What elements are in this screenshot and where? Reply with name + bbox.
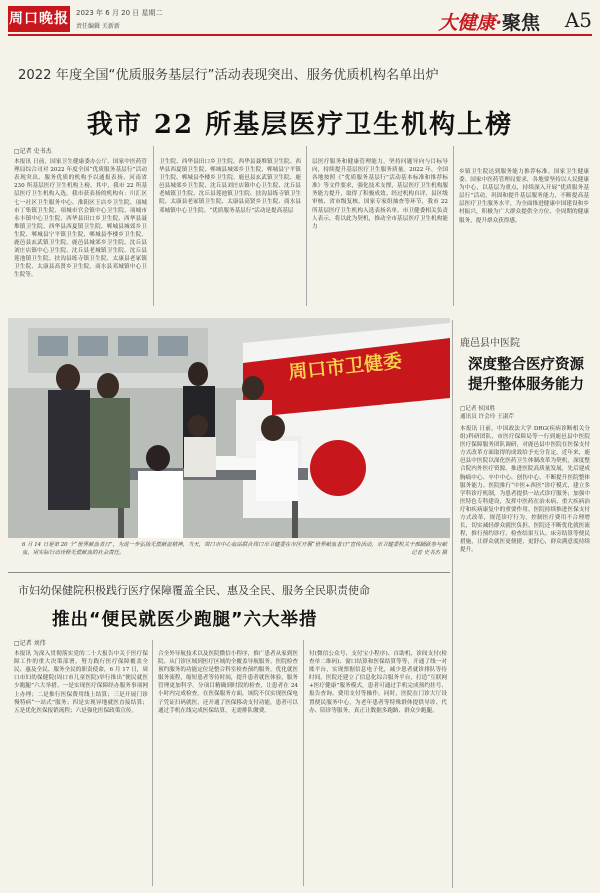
sidebar-byline-reporter: □记者 侯国胜 [460, 406, 496, 412]
newspaper-logo: 周口晚报 [8, 6, 70, 32]
second-story-col-1 [14, 640, 148, 886]
top-story-col-1 [14, 148, 147, 298]
sidebar-story [456, 318, 592, 888]
column-divider [152, 640, 153, 886]
masthead-rule [8, 34, 592, 36]
photo-credit: 记者 史书杰 摄 [411, 550, 447, 556]
sidebar-byline-correspondent: 通讯员 许会玲 王淑芹 [460, 414, 514, 420]
section-divider [8, 572, 450, 573]
news-photo [8, 318, 450, 538]
photo-caption [22, 541, 447, 557]
column-divider [153, 146, 154, 306]
top-story-kicker: 2022 年度全国“优质服务基层行”活动表现突出、服务优质机构名单出炉 [18, 68, 439, 83]
second-story-headline: 推出“便民就医少跑腿”六大举措 [52, 610, 318, 630]
photo-banner: 周口市卫健委 [287, 350, 404, 384]
masthead [8, 6, 592, 46]
top-story-col-1-text: 本报讯 日前，国家卫生健康委办公厅、国家中医药管理局综合司对 2022 年度全国“优质服务基层行”活动表现突出、服务优质的机构予以通报表扬，河南省 230 所基层医疗卫生机构上榜。其中，我市 22 所基层医疗卫生机构入选。我市获表扬的机构有：川汇区七一社区卫生服务中心、淮阳区王店乡卫生院、项城市丁集镇卫生院、项城市官会镇中心卫生院、项城市永丰镇中心卫生院、西华县田口乡卫生院、西华县聂堆镇卫生院、西华县西夏镇卫生院、郸城县城郊乡卫生院、郸城县宁平镇卫生院、郸城县李楼乡卫生院、鹿邑县玄武镇卫生院、鹿邑县城郊乡卫生院、沈丘县刘庄店镇中心卫生院、沈丘县老城镇卫生院、沈丘县莲池镇卫生院、扶沟县练寺镇卫生院、太康县老冢镇卫生院、太康县高贤乡卫生院、商水县邓城镇中心卫生院等。 [14, 159, 147, 279]
second-story-kicker: 市妇幼保健院积极践行医疗保障覆盖全民、惠及全民、服务全民职责使命 [18, 584, 370, 597]
top-story-col-2: 卫生院、西华县田口乡卫生院、西华县聂堆镇卫生院、西华县西夏镇卫生院、郸城县城郊乡卫生院、郸城县宁平镇卫生院、郸城县李楼乡卫生院、鹿邑县玄武镇卫生院、鹿邑县城郊乡卫生院、沈丘县刘庄店镇中心卫生院、沈丘县老城镇卫生院、沈丘县莲池镇卫生院、扶沟县练寺镇卫生院、太康县老冢镇卫生院、太康县高贤乡卫生院、商水县邓城镇中心卫生院。“优质服务基层行”活动是提高基层 [159, 159, 301, 214]
second-story-col-1-text: 本报讯 为深入贯彻落实党的二十大报告中关于医疗保障工作的重大决策部署，努力践行医疗保障覆盖全民、惠及全民、服务全民的职责使命，6 月 17 日，周口市妇幼保健院(周口市儿童医院)举行推出“便民就医少跑腿”六大举措。一是实现医疗保障经办服务事项网上办理；二是推行医保费用线上结算；三是开展门诊慢特病“一站式”服务；四是实现异地就医直接结算；五是优化医保报销流程；六是强化医保政策宣传。 [14, 651, 148, 714]
second-story-col-2: 合全外导航技术以及医院微信小程序，推广患者从家到医院、从门诊区域到医疗区域的全覆盖导航服务。医院检查预约服务的功能定位是整合科室检查预约服务，优化就医服务流程，缩短患者等待时间，提升患者就医体验，服务管理更加科学。分项目精确到时段的检查，让患者在 24 小时内完成检查。在医保服务方面，该院不仅实现医保电子凭证扫码就医，还开通了医保移动支付功能，患者可以通过手机在线完成医保结算，无需排队缴费。 [158, 651, 298, 714]
sidebar-headline-line-1: 深度整合医疗资源 [468, 357, 584, 373]
top-story-headline: 我市 22 所基层医疗卫生机构上榜 [86, 110, 514, 140]
page-number: A5 [564, 8, 592, 32]
second-story-byline: □记者 刘伟 [14, 640, 46, 647]
editors-line: 责任编辑 关新新 [76, 23, 120, 30]
sidebar-divider [452, 320, 453, 888]
sidebar-byline [460, 405, 592, 421]
section-name: 大健康·聚焦 [438, 12, 540, 34]
dateline: 2023 年 6 月 20 日 星期二 [76, 9, 163, 17]
top-story-byline: □记者 史书杰 [14, 148, 52, 155]
photo-caption-text: 6 月 14 日是第 20 个“世界献血者日”，为进一步弘扬无偿献血精神，当天，周口市中心血站联合周口市卫健委在市区开展“世界献血者日”宣传活动，市卫健委机关干部踊跃参与献血，用实际行动诠释无偿献血的社会责任。 [22, 542, 447, 556]
sidebar-kicker: 鹿邑县中医院 [460, 338, 520, 349]
top-story-col-4: 乡镇卫生院达到服务能力推荐标准。国家卫生健康委、国家中医药管理局要求，各地要坚持以人民健康为中心，以基层为重点，持续深入开展“优质服务基层行”活动，巩固和提升基层服务能力，不断提高基层医疗卫生服务水平，为全面推进健康中国建设和乡村振兴，积极为广大群众提供全方位、全周期的健康服务，提升群众获得感。 [459, 169, 589, 224]
column-divider [306, 146, 307, 306]
top-story-col-3: 层医疗服务和健康管理能力，坚持问题导向与目标导向，持续提升基层医疗卫生服务质量。2022 年，全国各地按照《“优质服务基层行”活动基本标准和推荐标准》等文件要求，强化技术支撑，基层医疗卫生机构服务能力提升，取得了积极成效。经过机构自评、县区级审核、省市级复核、国家专家组抽查等环节，我市 22 所基层医疗卫生机构入选表扬名单。市卫健委相关负责人表示，将以此为契机，推动全市基层医疗卫生机构能力 [312, 159, 448, 230]
column-divider [453, 146, 454, 306]
sidebar-headline-line-2: 提升整体服务能力 [468, 377, 584, 393]
second-story-col-3: 付(微信公众号、支付宝小程序)、自助机、诊间支付(检查单二维码)、窗口结算和医保结算等等，开通了线一对账平台，实现票据信息电子化，减少患者就诊排队等待时间。医院还建立了信息化综合服务平台，打造“互联网+医疗健康”服务模式，患者可通过手机完成预约挂号、报告查询、费用支付等操作。同时，医院在门诊大厅设置便民服务中心，为老年患者等特殊群体提供导诊、代办、陪诊等服务，真正让数据多跑路、群众少跑腿。 [309, 651, 447, 714]
sidebar-body: 本报讯 日前，中国政法大学 DRG(疾病诊断相关分组)科研团队、市医疗保障局等一行到鹿邑县中医院医疗保障服务团队调研，对鹿邑县中医院在医保支付方式改革方面取得的成效给予充分肯定。近年来，鹿邑县中医院以深化医药卫生体制改革为契机，深度整合院内外医疗资源，推进医院高质量发展，先后建成胸痛中心、卒中中心、创伤中心，不断提升医院整体服务能力。医院推行“中医+西医”诊疗模式，建立多学科诊疗机制，为患者提供一站式诊疗服务；加强中医特色专科建设，发挥中医药在治未病、重大疾病治疗和疾病康复中的重要作用。医院持续推进医保支付方式改革，规范诊疗行为，控制医疗费用不合理增长，切实减轻群众就医负担。医院还不断优化就医流程，推行预约诊疗、检查结果互认、床旁结算等便民措施，让群众就医更便捷、更舒心，群众满意度持续提升。 [460, 426, 590, 554]
column-divider [303, 640, 304, 886]
